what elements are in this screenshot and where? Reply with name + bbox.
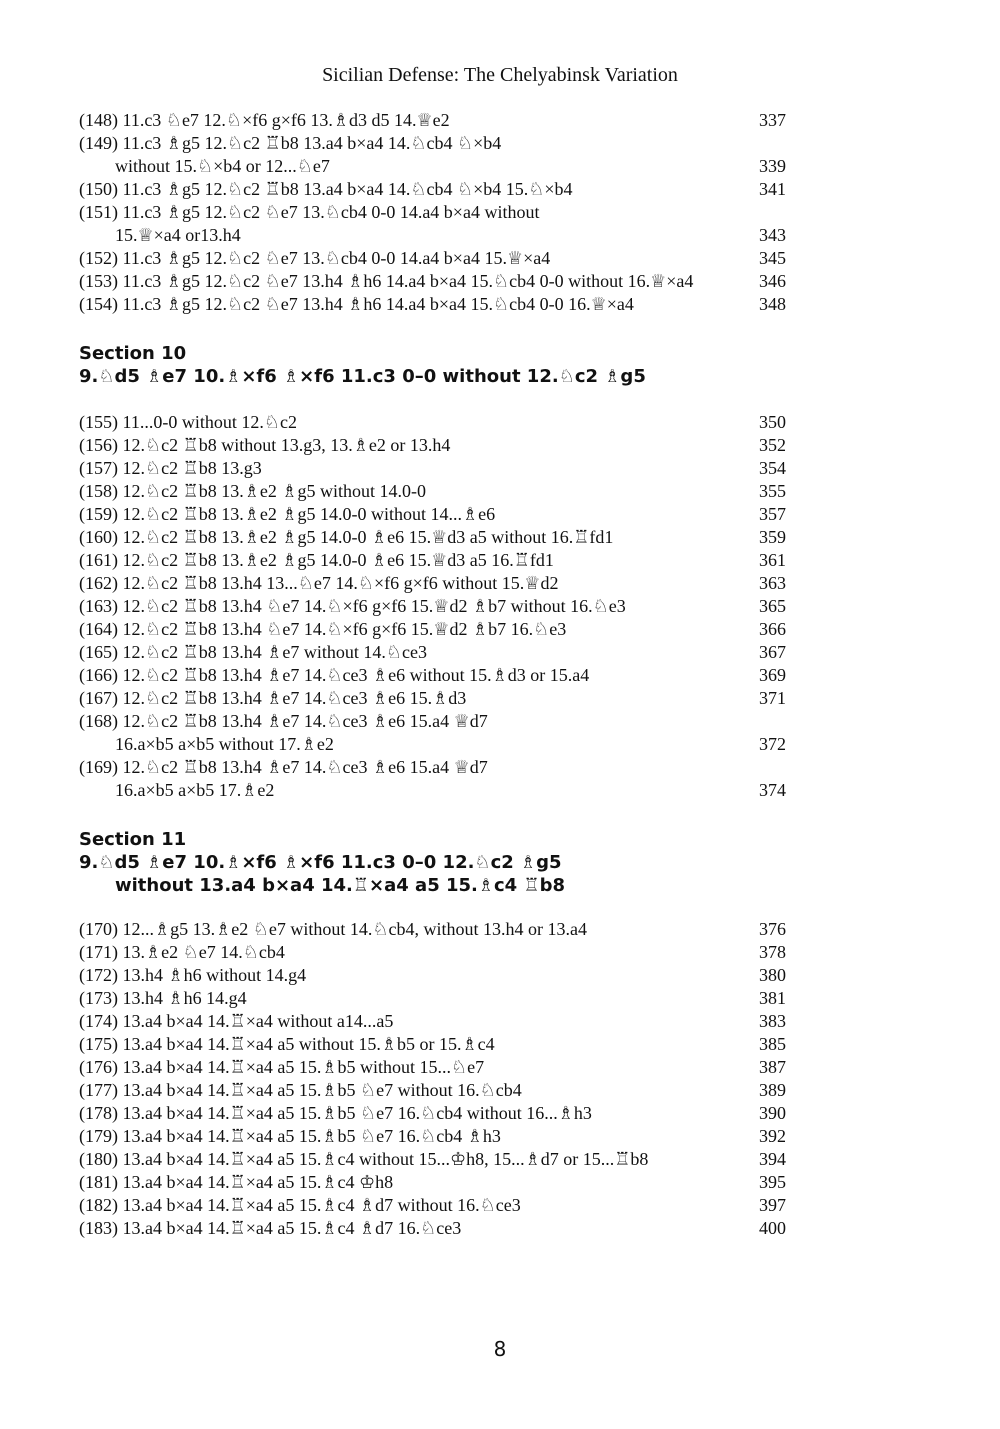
toc-entry <box>79 987 791 1010</box>
toc-entry <box>79 641 791 664</box>
toc-entry-text: (166) 12.♘c2 ♖b8 13.h4 ♗e7 14.♘ce3 ♗e6 without 15.♗d3 or 15.a4 <box>79 665 590 685</box>
toc-entry <box>79 293 791 316</box>
toc-entry <box>79 756 791 779</box>
toc-entry <box>79 201 791 224</box>
toc-entry <box>79 1217 791 1240</box>
toc-entry-page: 394 <box>759 1149 786 1169</box>
toc-entry <box>79 1194 791 1217</box>
toc-entry <box>79 503 791 526</box>
running-title: Sicilian Defense: The Chelyabinsk Variation <box>322 64 678 86</box>
toc-entry-text: (155) 11...0-0 without 12.♘c2 <box>79 412 297 432</box>
toc-entry-text: (149) 11.c3 ♗g5 12.♘c2 ♖b8 13.a4 b×a4 14.♘cb4 ♘×b4 <box>79 133 502 153</box>
toc-entry <box>79 618 791 641</box>
toc-entry <box>79 572 791 595</box>
toc-entry-text: (164) 12.♘c2 ♖b8 13.h4 ♘e7 14.♘×f6 g×f6 15.♕d2 ♗b7 16.♘e3 <box>79 619 567 639</box>
toc-entry-page: 355 <box>759 481 786 501</box>
toc-entry-page: 348 <box>759 294 786 314</box>
toc-entry-page: 389 <box>759 1080 786 1100</box>
toc-entry-page: 350 <box>759 412 786 432</box>
toc-entry-text: (152) 11.c3 ♗g5 12.♘c2 ♘e7 13.♘cb4 0-0 14.a4 b×a4 15.♕×a4 <box>79 248 551 268</box>
toc-entry-text: (174) 13.a4 b×a4 14.♖×a4 without a14...a5 <box>79 1011 394 1031</box>
toc-entry-page: 345 <box>759 248 786 268</box>
toc-entry <box>79 1125 791 1148</box>
toc-entry <box>79 132 791 155</box>
toc-group-section-11 <box>79 918 791 1240</box>
section-10-title: 9.♘d5 ♗e7 10.♗×f6 ♗×f6 11.c3 0–0 without 12.♘c2 ♗g5 <box>79 366 646 387</box>
toc-entry <box>79 109 791 132</box>
toc-entry-page: 387 <box>759 1057 786 1077</box>
toc-entry-page: 372 <box>759 734 786 754</box>
toc-entry-page: 376 <box>759 919 786 939</box>
toc-entry-text: (163) 12.♘c2 ♖b8 13.h4 ♘e7 14.♘×f6 g×f6 15.♕d2 ♗b7 without 16.♘e3 <box>79 596 626 616</box>
toc-entry <box>79 270 791 293</box>
toc-entry-continuation <box>79 155 791 178</box>
toc-entry <box>79 526 791 549</box>
toc-entry <box>79 247 791 270</box>
toc-entry-page: 337 <box>759 110 786 130</box>
toc-entry-text: (183) 13.a4 b×a4 14.♖×a4 a5 15.♗c4 ♗d7 16.♘ce3 <box>79 1218 462 1238</box>
toc-entry <box>79 1079 791 1102</box>
toc-entry-text: (150) 11.c3 ♗g5 12.♘c2 ♖b8 13.a4 b×a4 14.♘cb4 ♘×b4 15.♘×b4 <box>79 179 573 199</box>
toc-entry <box>79 595 791 618</box>
toc-entry-text: (160) 12.♘c2 ♖b8 13.♗e2 ♗g5 14.0-0 ♗e6 15.♕d3 a5 without 16.♖fd1 <box>79 527 614 547</box>
toc-entry-page: 392 <box>759 1126 786 1146</box>
toc-entry-page: 357 <box>759 504 786 524</box>
toc-entry-page: 346 <box>759 271 786 291</box>
toc-entry-text: (154) 11.c3 ♗g5 12.♘c2 ♘e7 13.h4 ♗h6 14.a4 b×a4 15.♘cb4 0-0 16.♕×a4 <box>79 294 634 314</box>
toc-entry-page: 369 <box>759 665 786 685</box>
toc-entry-page: 371 <box>759 688 786 708</box>
toc-entry <box>79 1102 791 1125</box>
toc-entry-text: 16.a×b5 a×b5 17.♗e2 <box>115 780 275 800</box>
toc-entry <box>79 1010 791 1033</box>
toc-entry-text: (179) 13.a4 b×a4 14.♖×a4 a5 15.♗b5 ♘e7 16.♘cb4 ♗h3 <box>79 1126 501 1146</box>
toc-entry-page: 365 <box>759 596 786 616</box>
toc-entry-text: (148) 11.c3 ♘e7 12.♘×f6 g×f6 13.♗d3 d5 14.♕e2 <box>79 110 450 130</box>
toc-entry <box>79 964 791 987</box>
toc-entry-text: (178) 13.a4 b×a4 14.♖×a4 a5 15.♗b5 ♘e7 16.♘cb4 without 16...♗h3 <box>79 1103 592 1123</box>
page-number: 8 <box>493 1337 507 1361</box>
toc-entry-page: 383 <box>759 1011 786 1031</box>
toc-entry-text: (172) 13.h4 ♗h6 without 14.g4 <box>79 965 307 985</box>
toc-entry-text: without 15.♘×b4 or 12...♘e7 <box>115 156 330 176</box>
toc-entry <box>79 1148 791 1171</box>
toc-entry <box>79 687 791 710</box>
toc-entry-text: (168) 12.♘c2 ♖b8 13.h4 ♗e7 14.♘ce3 ♗e6 15.a4 ♕d7 <box>79 711 488 731</box>
toc-group-section-10 <box>79 411 791 802</box>
toc-entry-text: (182) 13.a4 b×a4 14.♖×a4 a5 15.♗c4 ♗d7 without 16.♘ce3 <box>79 1195 521 1215</box>
toc-entry-text: (153) 11.c3 ♗g5 12.♘c2 ♘e7 13.h4 ♗h6 14.a4 b×a4 15.♘cb4 0-0 without 16.♕×a4 <box>79 271 694 291</box>
toc-entry-page: 363 <box>759 573 786 593</box>
toc-entry-page: 400 <box>759 1218 786 1238</box>
toc-entry-text: (173) 13.h4 ♗h6 14.g4 <box>79 988 247 1008</box>
section-11-title-line2: without 13.a4 b×a4 14.♖×a4 a5 15.♗c4 ♖b8 <box>115 875 566 896</box>
toc-entry <box>79 411 791 434</box>
toc-entry-page: 361 <box>759 550 786 570</box>
toc-entry-continuation <box>79 733 791 756</box>
toc-entry-page: 354 <box>759 458 786 478</box>
toc-entry <box>79 457 791 480</box>
toc-entry-page: 378 <box>759 942 786 962</box>
toc-entry-text: (175) 13.a4 b×a4 14.♖×a4 a5 without 15.♗b5 or 15.♗c4 <box>79 1034 495 1054</box>
toc-entry-text: (177) 13.a4 b×a4 14.♖×a4 a5 15.♗b5 ♘e7 without 16.♘cb4 <box>79 1080 522 1100</box>
toc-entry <box>79 918 791 941</box>
toc-entry-text: 15.♕×a4 or13.h4 <box>115 225 241 245</box>
toc-entry-page: 374 <box>759 780 786 800</box>
toc-entry <box>79 1033 791 1056</box>
toc-entry-text: (170) 12...♗g5 13.♗e2 ♘e7 without 14.♘cb4, without 13.h4 or 13.a4 <box>79 919 587 939</box>
toc-entry <box>79 664 791 687</box>
toc-entry-page: 397 <box>759 1195 786 1215</box>
toc-entry-page: 385 <box>759 1034 786 1054</box>
toc-entry-page: 367 <box>759 642 786 662</box>
toc-entry-text: (176) 13.a4 b×a4 14.♖×a4 a5 15.♗b5 without 15...♘e7 <box>79 1057 485 1077</box>
toc-entry <box>79 434 791 457</box>
toc-entry-page: 359 <box>759 527 786 547</box>
toc-entry-text: (171) 13.♗e2 ♘e7 14.♘cb4 <box>79 942 285 962</box>
toc-entry-text: (158) 12.♘c2 ♖b8 13.♗e2 ♗g5 without 14.0-0 <box>79 481 427 501</box>
toc-entry-text: (181) 13.a4 b×a4 14.♖×a4 a5 15.♗c4 ♔h8 <box>79 1172 394 1192</box>
toc-entry-page: 395 <box>759 1172 786 1192</box>
toc-entry-continuation <box>79 224 791 247</box>
toc-entry <box>79 710 791 733</box>
toc-entry-text: (165) 12.♘c2 ♖b8 13.h4 ♗e7 without 14.♘ce3 <box>79 642 427 662</box>
toc-entry-page: 380 <box>759 965 786 985</box>
section-11-heading <box>79 828 879 897</box>
toc-entry-text: (167) 12.♘c2 ♖b8 13.h4 ♗e7 14.♘ce3 ♗e6 15.♗d3 <box>79 688 467 708</box>
toc-entry-text: (162) 12.♘c2 ♖b8 13.h4 13...♘e7 14.♘×f6 g×f6 without 15.♕d2 <box>79 573 559 593</box>
toc-entry-continuation <box>79 779 791 802</box>
toc-entry-text: (157) 12.♘c2 ♖b8 13.g3 <box>79 458 262 478</box>
section-11-label: Section 11 <box>79 829 187 850</box>
toc-entry-page: 352 <box>759 435 786 455</box>
toc-entry-text: (156) 12.♘c2 ♖b8 without 13.g3, 13.♗e2 or 13.h4 <box>79 435 451 455</box>
toc-entry-text: (161) 12.♘c2 ♖b8 13.♗e2 ♗g5 14.0-0 ♗e6 15.♕d3 a5 16.♖fd1 <box>79 550 554 570</box>
toc-entry <box>79 1171 791 1194</box>
toc-entry <box>79 941 791 964</box>
toc-entry-page: 343 <box>759 225 786 245</box>
toc-entry <box>79 178 791 201</box>
toc-entry-text: (180) 13.a4 b×a4 14.♖×a4 a5 15.♗c4 without 15...♔h8, 15...♗d7 or 15...♖b8 <box>79 1149 649 1169</box>
toc-entry-page: 341 <box>759 179 786 199</box>
toc-entry-text: (159) 12.♘c2 ♖b8 13.♗e2 ♗g5 14.0-0 without 14...♗e6 <box>79 504 496 524</box>
toc-entry-page: 381 <box>759 988 786 1008</box>
toc-entry-text: 16.a×b5 a×b5 without 17.♗e2 <box>115 734 334 754</box>
toc-entry-page: 339 <box>759 156 786 176</box>
section-10-heading <box>79 342 879 388</box>
toc-entry-page: 390 <box>759 1103 786 1123</box>
toc-entry <box>79 549 791 572</box>
toc-entry-page: 366 <box>759 619 786 639</box>
toc-entry-text: (169) 12.♘c2 ♖b8 13.h4 ♗e7 14.♘ce3 ♗e6 15.a4 ♕d7 <box>79 757 488 777</box>
toc-entry <box>79 1056 791 1079</box>
section-10-label: Section 10 <box>79 343 187 364</box>
toc-entry-text: (151) 11.c3 ♗g5 12.♘c2 ♘e7 13.♘cb4 0-0 14.a4 b×a4 without <box>79 202 540 222</box>
toc-group-section-9-end <box>79 109 791 316</box>
section-11-title-line1: 9.♘d5 ♗e7 10.♗×f6 ♗×f6 11.c3 0–0 12.♘c2 ♗g5 <box>79 852 562 873</box>
toc-entry <box>79 480 791 503</box>
